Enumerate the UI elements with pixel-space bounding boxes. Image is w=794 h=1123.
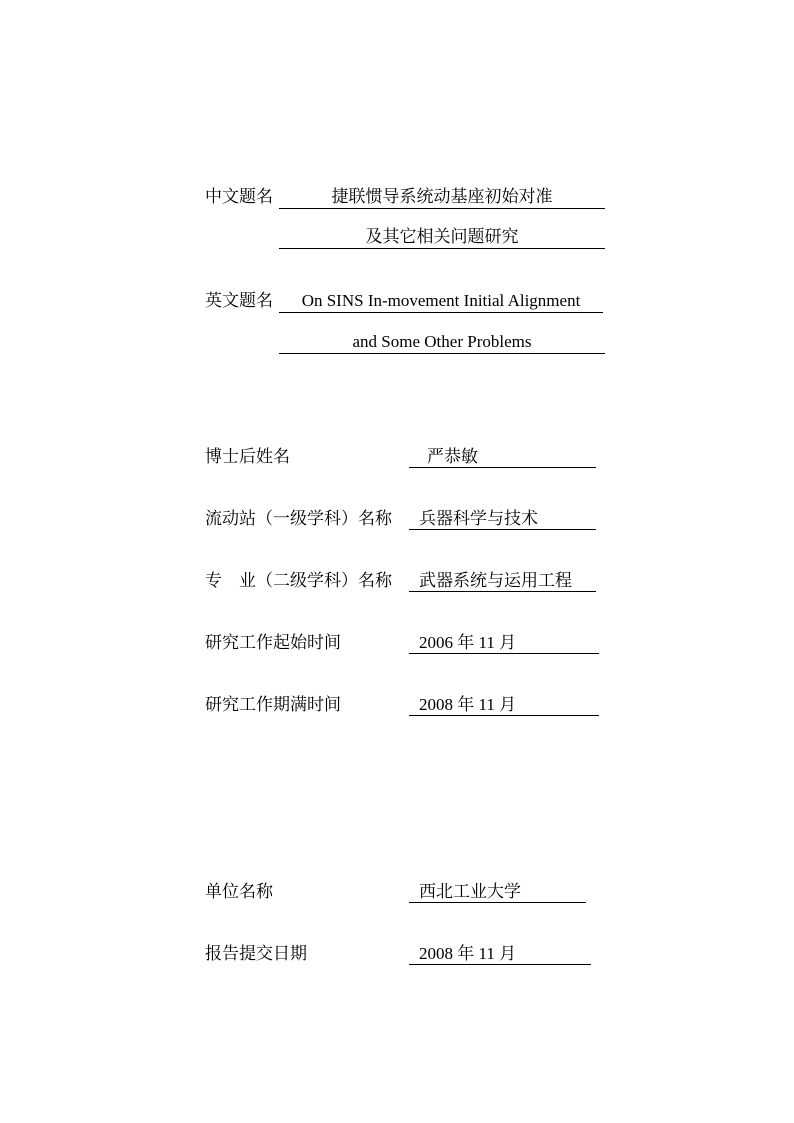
major-value: 武器系统与运用工程: [409, 570, 596, 592]
report-date-label: 报告提交日期: [205, 944, 307, 964]
report-date-value: 2008 年 11 月: [409, 943, 591, 965]
english-title-line2: and Some Other Problems: [279, 331, 605, 354]
postdoc-name-label: 博士后姓名: [205, 447, 290, 467]
major-label: 专 业（二级学科）名称: [205, 571, 392, 591]
start-time-value: 2006 年 11 月: [409, 632, 599, 654]
postdoc-name-value: 严恭敏: [409, 446, 596, 468]
unit-label: 单位名称: [205, 882, 273, 902]
station-label: 流动站（一级学科）名称: [205, 509, 392, 529]
english-title-line1: On SINS In-movement Initial Alignment: [279, 290, 603, 313]
station-value: 兵器科学与技术: [409, 508, 596, 530]
start-time-label: 研究工作起始时间: [205, 633, 341, 653]
chinese-title-line2: 及其它相关问题研究: [279, 226, 605, 249]
chinese-title-label: 中文题名: [205, 187, 273, 207]
end-time-label: 研究工作期满时间: [205, 695, 341, 715]
unit-value: 西北工业大学: [409, 881, 586, 903]
english-title-label: 英文题名: [205, 291, 273, 311]
end-time-value: 2008 年 11 月: [409, 694, 599, 716]
chinese-title-line1: 捷联惯导系统动基座初始对准: [279, 186, 605, 209]
